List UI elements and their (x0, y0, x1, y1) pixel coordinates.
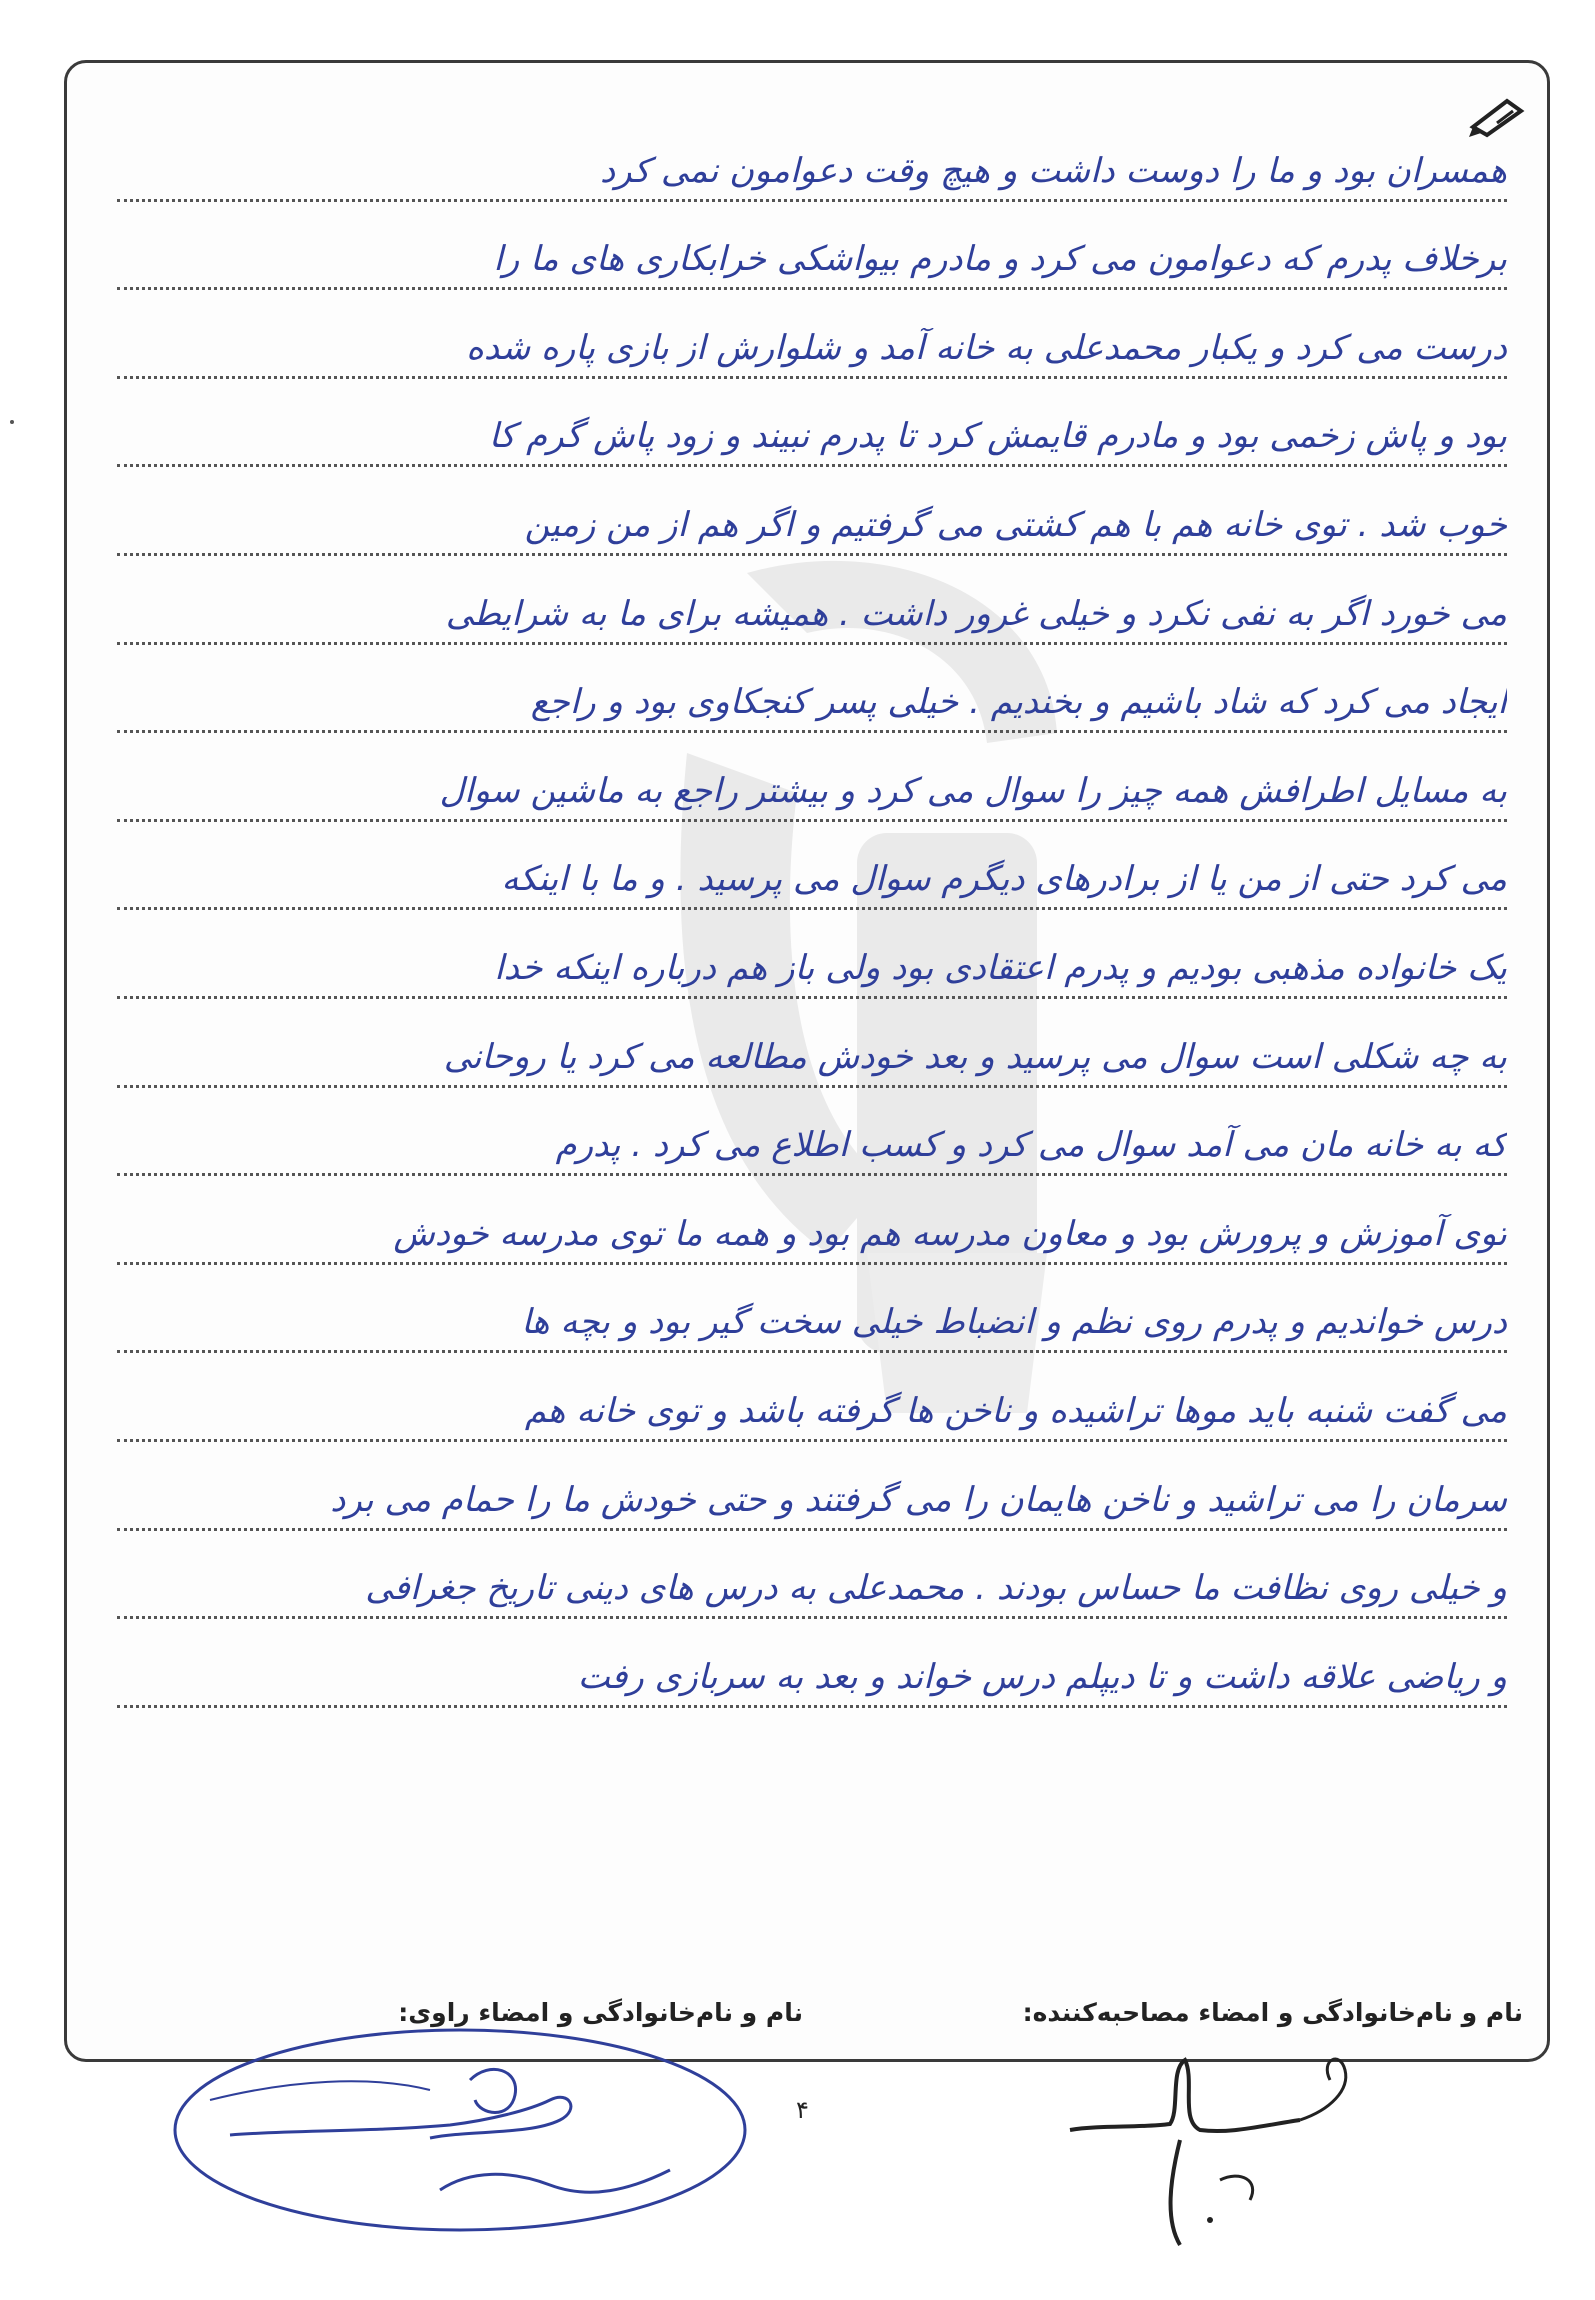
page-number: ۴ (796, 2096, 809, 2124)
line-text: بود و پاش زخمی بود و مادرم قایمش کرد تا پدرم نبیند و زود پاش گرم کا (488, 416, 1507, 457)
interviewer-signature (1060, 2030, 1360, 2270)
interviewer-signature-label: نام و نام‌خانوادگی و امضاء مصاحبه‌کننده: (1022, 1998, 1523, 2027)
line-text: درس خواندیم و پدرم روی نظم و انضباط خیلی سخت گیر بود و بچه ها (521, 1302, 1507, 1343)
ruled-line (117, 379, 1507, 468)
line-text: برخلاف پدرم که دعوامون می کرد و مادرم بیواشکی خرابکاری های ما را (493, 239, 1507, 280)
ruled-line (117, 1176, 1507, 1265)
ruled-line (117, 910, 1507, 999)
ruled-line (117, 1265, 1507, 1354)
ruled-line (117, 290, 1507, 379)
line-text: سرمان را می تراشید و ناخن هایمان را می گرفتند و حتی خودش ما را حمام می برد (330, 1479, 1507, 1520)
ruled-line (117, 822, 1507, 911)
ruled-line (117, 556, 1507, 645)
line-text: به چه شکلی است سوال می پرسید و بعد خودش مطالعه می کرد یا روحانی (443, 1036, 1507, 1077)
line-text: می خورد اگر به نفی نکرد و خیلی غرور داشت . همیشه برای ما به شرایطی (445, 593, 1507, 634)
line-text: می گفت شنبه باید موها تراشیده و ناخن ها گرفته باشد و توی خانه هم (524, 1390, 1507, 1431)
line-text: و خیلی روی نظافت ما حساس بودند . محمدعلی به درس های دینی تاریخ جغرافی (365, 1568, 1507, 1609)
ruled-line (117, 1088, 1507, 1177)
ruled-line (117, 733, 1507, 822)
ruled-line (117, 1442, 1507, 1531)
line-text: درست می کرد و یکبار محمدعلی به خانه آمد و شلوارش از بازی پاره شده (466, 327, 1507, 368)
narrator-signature (170, 2020, 770, 2270)
line-text: همسران بود و ما را دوست داشت و هیچ وقت دعوامون نمی کرد (599, 150, 1507, 191)
ruled-line (117, 1531, 1507, 1620)
line-text: یک خانواده مذهبی بودیم و پدرم اعتقادی بود ولی باز هم درباره اینکه خدا (494, 947, 1507, 988)
line-text: که به خانه مان می آمد سوال می کرد و کسب اطلاع می کرد . پدرم (555, 1125, 1507, 1166)
ruled-line (117, 999, 1507, 1088)
ruled-line (117, 202, 1507, 291)
ruled-line (117, 467, 1507, 556)
line-text: می کرد حتی از من یا از برادرهای دیگرم سوال می پرسید . و ما با اینکه (501, 859, 1507, 900)
ruled-line (117, 645, 1507, 734)
ruled-line (117, 1353, 1507, 1442)
page-frame (64, 60, 1550, 2062)
margin-dot (10, 420, 14, 424)
line-text: خوب شد . توی خانه هم با هم کشتی می گرفتیم و اگر هم از من زمین (524, 504, 1507, 545)
line-text: و ریاضی علاقه داشت و تا دیپلم درس خواند و بعد به سربازی رفت (577, 1656, 1507, 1697)
line-text: توی آموزش و پرورش بود و معاون مدرسه هم بود و همه ما توی مدرسه خودش (393, 1213, 1507, 1254)
handwritten-text-lines (117, 113, 1507, 1708)
ruled-line (117, 113, 1507, 202)
line-text: به مسایل اطرافش همه چیز را سوال می کرد و بیشتر راجع به ماشین سوال (439, 770, 1507, 811)
narrator-signature-label: نام و نام‌خانوادگی و امضاء راوی: (398, 1998, 803, 2027)
line-text: ایجاد می کرد که شاد باشیم و بخندیم . خیلی پسر کنجکاوی بود و راجع (530, 682, 1507, 723)
ruled-line (117, 1619, 1507, 1708)
